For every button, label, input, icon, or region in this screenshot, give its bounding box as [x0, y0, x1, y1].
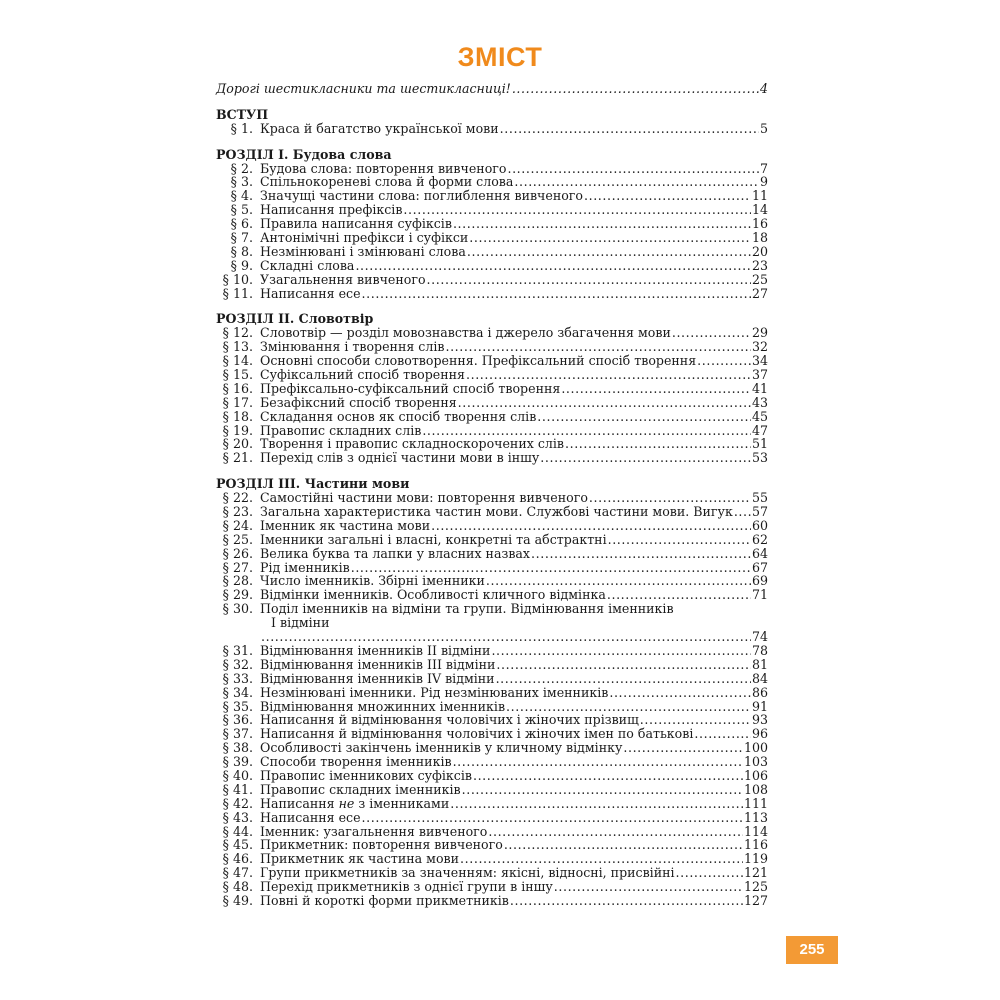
section-heading: ВСТУП	[216, 106, 269, 122]
leader-dots	[496, 658, 751, 672]
page-title: ЗМІСТ	[457, 42, 543, 72]
toc-section-number: § 4.	[230, 188, 253, 204]
toc-section-number: § 41.	[222, 781, 253, 797]
toc-section-number: § 29.	[222, 587, 253, 603]
toc-entry[interactable]	[216, 700, 768, 714]
toc-entry[interactable]	[216, 491, 768, 505]
toc-section-number: § 12.	[222, 325, 253, 341]
toc-section-number: § 1.	[230, 120, 253, 136]
toc-section-number: § 13.	[222, 339, 253, 355]
leader-dots	[351, 561, 751, 575]
toc-entry[interactable]	[216, 811, 768, 825]
toc-entry-continuation[interactable]	[216, 630, 768, 644]
toc-entry[interactable]	[216, 575, 768, 589]
toc-entry-continuation	[216, 616, 768, 630]
toc-section-number: § 35.	[222, 698, 253, 714]
leader-dots	[453, 755, 743, 769]
toc-entry[interactable]	[216, 231, 768, 245]
toc-entry-title: Антонімічні префікси і суфікси	[260, 230, 469, 245]
leader-dots	[697, 354, 751, 368]
toc-entry-title: Написання есе	[260, 285, 361, 301]
toc-entry-title: Відмінки іменників. Особливості кличного відмінка	[260, 587, 606, 603]
toc-page-number: 60	[751, 517, 768, 533]
toc-entry-title: Будова слова: повторення вивченого	[260, 160, 507, 176]
toc-page-number: 93	[751, 712, 768, 728]
toc-entry[interactable]	[216, 783, 768, 797]
toc-entry-title: Прикметник: повторення вивченого	[260, 837, 503, 853]
leader-dots	[488, 825, 743, 839]
toc-section-number: § 40.	[222, 767, 253, 783]
toc-section-number: § 47.	[222, 865, 253, 881]
toc-section-number: § 31.	[222, 642, 253, 658]
toc-page-number: 127	[743, 892, 768, 908]
toc-section-number: § 20.	[222, 436, 253, 452]
toc-entry-title: Відмінювання множинних іменників	[260, 698, 506, 714]
toc-entry[interactable]	[216, 354, 768, 368]
toc-entry[interactable]	[216, 451, 768, 465]
page-number-badge: 255	[786, 936, 838, 964]
toc-entry-title: Відмінювання іменників ІІ відміни	[260, 642, 491, 658]
toc-intro-row[interactable]	[216, 82, 768, 96]
toc-entry[interactable]	[216, 866, 768, 880]
toc-entry-title: Краса й багатство української мови	[260, 120, 499, 136]
toc-entry[interactable]	[216, 287, 768, 301]
toc-section-number: § 38.	[222, 740, 253, 756]
toc-entry-title: Незмінювані іменники. Рід незмінюваних іменників	[260, 684, 609, 700]
toc-page-number: 96	[751, 726, 768, 742]
toc-entry[interactable]	[216, 727, 768, 741]
toc-entry-title	[260, 797, 449, 811]
toc-section-number: § 36.	[222, 712, 253, 728]
leader-dots	[469, 231, 751, 245]
toc-entry[interactable]	[216, 519, 768, 533]
toc-entry[interactable]	[216, 203, 768, 217]
toc-section-number: § 14.	[222, 353, 253, 369]
toc-entry[interactable]	[216, 259, 768, 273]
toc-section-number: § 28.	[222, 573, 253, 589]
leader-dots	[362, 811, 743, 825]
toc-page-number: 9	[759, 174, 768, 190]
toc-page-number: 91	[751, 698, 768, 714]
toc-page-number: 57	[751, 504, 768, 520]
toc-section-number: § 26.	[222, 545, 253, 561]
toc-section-number: § 49.	[222, 892, 253, 908]
toc-section-number: § 37.	[222, 726, 253, 742]
leader-dots	[640, 713, 751, 727]
toc-entry[interactable]	[216, 852, 768, 866]
toc-page-number: 64	[751, 545, 768, 561]
toc-entry-title: Іменник як частина мови	[260, 517, 431, 533]
toc-section-number: § 45.	[222, 837, 253, 853]
toc-entry[interactable]	[216, 396, 768, 410]
toc-entry[interactable]	[216, 547, 768, 561]
leader-dots	[427, 273, 751, 287]
toc-entry-title: Особливості закінчень іменників у кличному відмінку	[260, 740, 623, 756]
leader-dots	[694, 727, 751, 741]
toc-page-number: 78	[751, 642, 768, 658]
leader-dots	[504, 838, 743, 852]
toc-entry-title: Незмінювані і змінювані слова	[260, 243, 466, 259]
toc-section-number: § 15.	[222, 367, 253, 383]
toc-entry-title: Правопис складних слів	[260, 422, 422, 438]
toc-page-number: 116	[743, 837, 768, 853]
toc-entry-title: Число іменників. Збірні іменники	[260, 573, 485, 589]
toc-entry-title: Відмінювання іменників ІІІ відміни	[260, 656, 496, 672]
leader-dots	[507, 162, 759, 176]
leader-dots	[510, 894, 743, 908]
leader-dots	[531, 547, 751, 561]
toc-entry[interactable]	[216, 838, 768, 852]
toc-entry-title: Правила написання суфіксів	[260, 216, 452, 232]
toc-entry[interactable]	[216, 686, 768, 700]
leader-dots	[431, 519, 751, 533]
toc-entry-title: Велика буква та лапки у власних назвах	[260, 545, 531, 561]
toc-section-number: § 10.	[222, 271, 253, 287]
toc-page-number: 5	[759, 120, 768, 136]
toc-page-number: 16	[751, 216, 768, 232]
leader-dots	[261, 630, 751, 644]
leader-dots	[676, 866, 743, 880]
toc-entry-title: Перехід слів з однієї частини мови в іншу	[260, 450, 540, 466]
toc-section-number: § 30.	[222, 601, 253, 617]
toc-page-number: 45	[751, 408, 768, 424]
toc-section-number: § 43.	[222, 809, 253, 825]
toc-section-number: § 42.	[222, 795, 253, 811]
toc-entry-title: Безафіксний спосіб творення	[260, 394, 457, 410]
toc-entry-title-part: Написання	[260, 795, 339, 811]
toc-entry[interactable]	[216, 217, 768, 231]
toc-page-number: 53	[751, 450, 768, 466]
toc-entry-title: Суфіксальний спосіб творення	[260, 367, 465, 383]
toc-entry-title: Іменник: узагальнення вивченого	[260, 823, 488, 839]
toc-page-number: 29	[751, 325, 768, 341]
toc-entry[interactable]	[216, 122, 768, 136]
leader-dots	[473, 769, 743, 783]
toc-entry[interactable]	[216, 880, 768, 894]
toc-entry-title: Правопис іменникових суфіксів	[260, 767, 472, 783]
toc-entry[interactable]	[216, 382, 768, 396]
section-heading: РОЗДІЛ ІІІ. Частини мови	[216, 476, 410, 492]
toc-entry-title: Складання основ як спосіб творення слів	[260, 408, 537, 424]
toc-section-number: § 21.	[222, 450, 253, 466]
toc-page-number: 67	[751, 559, 768, 575]
toc-entry-title: Значущі частини слова: поглиблення вивченого	[260, 188, 583, 204]
toc-page-number: 125	[743, 879, 768, 895]
toc-section-number: § 25.	[222, 531, 253, 547]
toc-entry-title: І відміни	[271, 615, 330, 631]
toc-page-number: 86	[751, 684, 768, 700]
toc-entry-title: Написання й відмінювання чоловічих і жіночих прізвищ	[260, 712, 639, 728]
toc-page-number: 121	[743, 865, 768, 881]
toc-entry[interactable]	[216, 713, 768, 727]
leader-dots	[565, 437, 751, 451]
leader-dots	[537, 410, 751, 424]
toc-entry[interactable]	[216, 424, 768, 438]
toc-page-number: 51	[751, 436, 768, 452]
toc-entry[interactable]	[216, 769, 768, 783]
toc-page-number: 106	[743, 767, 768, 783]
leader-dots	[561, 382, 751, 396]
toc-section-number: § 11.	[222, 285, 253, 301]
toc-entry[interactable]	[216, 533, 768, 547]
toc-section-number: § 7.	[230, 230, 253, 245]
toc-entry[interactable]	[216, 505, 768, 519]
leader-dots	[608, 533, 751, 547]
toc-entry-title: Поділ іменників на відміни та групи. Відмінювання іменників	[260, 601, 674, 617]
leader-dots	[589, 491, 751, 505]
toc-entry-title: Написання есе	[260, 809, 361, 825]
leader-dots	[734, 505, 751, 519]
toc-page-number: 18	[751, 230, 768, 245]
toc-entry[interactable]	[216, 368, 768, 382]
toc-page-number: 119	[743, 851, 768, 867]
toc-entry-title: Змінювання і творення слів	[260, 339, 445, 355]
toc-entry-title: Творення і правопис складноскорочених слів	[260, 436, 564, 452]
toc-section-number: § 24.	[222, 517, 253, 533]
toc-entry[interactable]	[216, 340, 768, 354]
toc-entry-title-emphasis: не	[338, 795, 355, 811]
toc-page-number: 4	[759, 80, 768, 96]
toc-section-number: § 8.	[230, 243, 253, 259]
leader-dots	[609, 686, 751, 700]
section-heading: РОЗДІЛ ІІ. Словотвір	[216, 311, 374, 327]
toc-entry-title: Префіксально-суфіксальний спосіб творення	[260, 380, 561, 396]
toc-page-number: 74	[751, 629, 768, 645]
leader-dots	[466, 368, 751, 382]
leader-dots	[540, 451, 751, 465]
toc-page-number: 7	[759, 160, 768, 176]
toc-entry[interactable]	[216, 825, 768, 839]
toc-page-number: 71	[751, 587, 768, 603]
leader-dots	[672, 326, 751, 340]
leader-dots	[458, 396, 751, 410]
toc-section-number: § 46.	[222, 851, 253, 867]
toc-entry[interactable]	[216, 189, 768, 203]
toc-section-number: § 16.	[222, 380, 253, 396]
toc-page-number: 23	[751, 257, 768, 273]
leader-dots	[453, 217, 751, 231]
toc-entry[interactable]	[216, 162, 768, 176]
toc-page-number: 25	[751, 271, 768, 287]
toc-page-number: 47	[751, 422, 768, 438]
toc-entry[interactable]	[216, 410, 768, 424]
toc-entry[interactable]	[216, 588, 768, 602]
leader-dots	[422, 424, 751, 438]
leader-dots	[500, 122, 759, 136]
leader-dots	[450, 797, 743, 811]
toc-entry-title: Рід іменників	[260, 559, 350, 575]
toc-section-number: § 48.	[222, 879, 253, 895]
toc-page-number: 27	[751, 285, 768, 301]
toc-section-number: § 33.	[222, 670, 253, 686]
toc-section-number: § 22.	[222, 490, 253, 506]
leader-dots	[467, 245, 751, 259]
toc-entry[interactable]	[216, 326, 768, 340]
toc-page-number: 100	[743, 740, 768, 756]
leader-dots	[445, 340, 751, 354]
toc-section-number: § 3.	[230, 174, 253, 190]
leader-dots	[403, 203, 751, 217]
toc-entry[interactable]	[216, 644, 768, 658]
toc-page-number: 81	[751, 656, 768, 672]
toc-section-number: § 27.	[222, 559, 253, 575]
toc-page-number: 103	[743, 754, 768, 770]
leader-dots	[462, 783, 743, 797]
toc-page-number: 14	[751, 202, 768, 218]
toc-page-number: 84	[751, 670, 768, 686]
toc-sections	[216, 108, 768, 908]
leader-dots	[514, 175, 759, 189]
toc-intro-text: Дорогі шестикласники та шестикласниці!	[216, 80, 511, 96]
toc-page-number: 32	[751, 339, 768, 355]
toc-section-number: § 6.	[230, 216, 253, 232]
toc-entry[interactable]	[216, 672, 768, 686]
toc-page-number: 114	[743, 823, 768, 839]
leader-dots	[496, 672, 751, 686]
leader-dots	[362, 287, 751, 301]
toc-entry-title: Складні слова	[260, 257, 355, 273]
toc-page-number: 111	[743, 795, 768, 811]
toc-entry-title: Способи творення іменників	[260, 754, 452, 770]
toc-entry-title: Відмінювання іменників IV відміни	[260, 670, 495, 686]
leader-dots	[584, 189, 751, 203]
toc-entry-title: Повні й короткі форми прикметників	[260, 892, 509, 908]
toc-page-number: 113	[743, 809, 768, 825]
toc-section-number: § 34.	[222, 684, 253, 700]
leader-dots	[554, 880, 743, 894]
leader-dots	[506, 700, 751, 714]
leader-dots	[355, 259, 751, 273]
toc-entry-title-part: з іменниками	[354, 795, 450, 811]
toc-entry[interactable]	[216, 437, 768, 451]
toc-entry[interactable]	[216, 273, 768, 287]
toc-entry-title: Прикметник як частина мови	[260, 851, 460, 867]
toc-entry-title: Загальна характеристика частин мови. Службові частини мови. Вигук	[260, 504, 733, 520]
toc-section-number: § 9.	[230, 257, 253, 273]
toc-page-number: 69	[751, 573, 768, 589]
toc-entry-title: Самостійні частини мови: повторення вивченого	[260, 490, 588, 506]
leader-dots	[623, 741, 743, 755]
toc-page-number: 11	[751, 188, 768, 204]
toc-entry[interactable]	[216, 741, 768, 755]
toc-entry-title: Написання й відмінювання чоловічих і жіночих імен по батькові	[260, 726, 694, 742]
toc-entry-title: Групи прикметників за значенням: якісні, відносні, присвійні	[260, 865, 675, 881]
toc-entry[interactable]	[216, 755, 768, 769]
toc-section-number: § 39.	[222, 754, 253, 770]
toc-page-number: 55	[751, 490, 768, 506]
toc-page-number: 34	[751, 353, 768, 369]
leader-dots	[607, 588, 751, 602]
section-heading: РОЗДІЛ І. Будова слова	[216, 146, 392, 162]
toc-section-number: § 5.	[230, 202, 253, 218]
toc-page-number: 108	[743, 781, 768, 797]
toc-section-number: § 2.	[230, 160, 253, 176]
toc-entry[interactable]	[216, 561, 768, 575]
toc-entry-title: Правопис складних іменників	[260, 781, 461, 797]
toc-page-number: 41	[751, 380, 768, 396]
toc-entry-title: Основні способи словотворення. Префіксальний спосіб творення	[260, 353, 697, 369]
toc-entry[interactable]	[216, 602, 768, 616]
toc-section-number: § 19.	[222, 422, 253, 438]
toc-entry-title: Іменники загальні і власні, конкретні та абстрактні	[260, 531, 607, 547]
leader-dots	[460, 852, 743, 866]
toc-page-number: 37	[751, 367, 768, 383]
toc-section-number: § 18.	[222, 408, 253, 424]
toc-section-number: § 23.	[222, 504, 253, 520]
toc-page-number: 20	[751, 243, 768, 259]
toc-section-number: § 17.	[222, 394, 253, 410]
leader-dots	[491, 644, 751, 658]
toc-entry-title: Перехід прикметників з однієї групи в іншу	[260, 879, 553, 895]
table-of-contents	[216, 82, 768, 908]
toc-entry[interactable]	[216, 894, 768, 908]
toc-entry[interactable]	[216, 245, 768, 259]
toc-entry-title: Спільнокореневі слова й форми слова	[260, 174, 514, 190]
toc-entry[interactable]	[216, 658, 768, 672]
toc-entry[interactable]	[216, 797, 768, 811]
toc-section-number: § 44.	[222, 823, 253, 839]
toc-entry[interactable]	[216, 175, 768, 189]
toc-section-number: § 32.	[222, 656, 253, 672]
toc-entry-title: Узагальнення вивченого	[260, 271, 426, 287]
toc-page-number: 43	[751, 394, 768, 410]
toc-entry-title: Словотвір — розділ мовознавства і джерело збагачення мови	[260, 325, 671, 341]
toc-page-number: 62	[751, 531, 768, 547]
toc-entry-title: Написання префіксів	[260, 202, 403, 218]
leader-dots	[486, 574, 751, 588]
leader-dots	[512, 82, 759, 96]
